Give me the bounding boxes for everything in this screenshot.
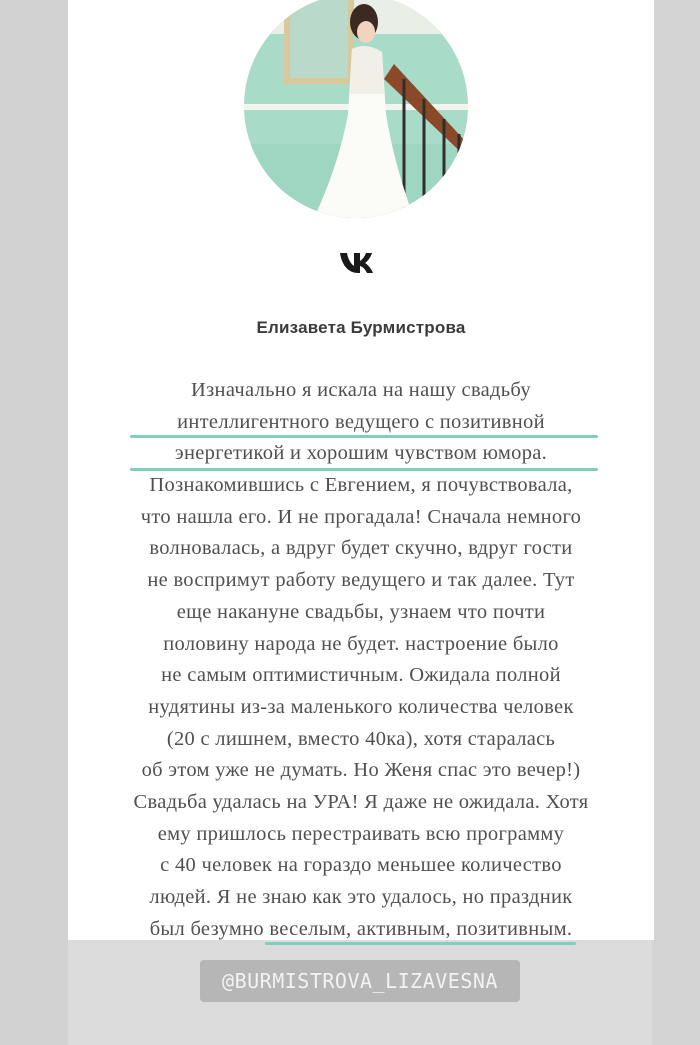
- review-line: ему пришлось перестраивать всю программу: [157, 822, 565, 845]
- review-line: Познакомившись с Евгением, я почувствовала,: [149, 474, 573, 497]
- review-line: Изначально я искала на нашу свадьбу: [191, 379, 531, 401]
- review-line: нудятины из-за маленького количества человек: [148, 695, 574, 718]
- review-line: еще накануне свадьбы, узнаем что почти: [176, 600, 546, 623]
- vk-icon: [338, 246, 378, 276]
- review-line: интеллигентного ведущего с позитивной: [68, 407, 654, 439]
- review-line: об этом уже не думать. Но Женя спас это вечер!): [141, 759, 581, 782]
- review-line: энергетикой и хорошим чувством юмора.: [68, 438, 654, 470]
- review-line: Свадьба удалась на УРА! Я даже не ожидала. Хотя: [133, 790, 589, 813]
- author-avatar: [244, 0, 468, 218]
- review-line-prefix: был безумно: [149, 917, 270, 940]
- review-highlight: [269, 914, 572, 946]
- review-line-last: [68, 914, 654, 946]
- review-card: [68, 0, 654, 940]
- story-background-left: [0, 0, 68, 1045]
- review-line: не воспримут работу ведущего и так далее. Тут: [147, 569, 575, 592]
- review-line: (20 с лишнем, вместо 40ка), хотя старалась: [166, 727, 556, 750]
- author-name: Елизавета Бурмистрова: [256, 318, 466, 337]
- review-line: волновалась, а вдруг будет скучно, вдруг гости: [149, 537, 573, 560]
- instagram-mention-sticker[interactable]: @BURMISTROVA_LIZAVESNA: [200, 960, 520, 1002]
- story-background-right: [652, 0, 700, 1045]
- review-line: людей. Я не знаю как это удалось, но праздник: [149, 886, 573, 908]
- review-line: с 40 человек на гораздо меньшее количество: [160, 854, 562, 877]
- review-line: не самым оптимистичным. Ожидала полной: [161, 664, 561, 687]
- review-line: что нашла его. И не прогадала! Сначала немного: [140, 505, 582, 528]
- review-line: половину народа не будет. настроение было: [163, 632, 559, 655]
- review-text: [68, 375, 654, 945]
- review-highlight-text: веселым, активным, позитивным.: [269, 917, 573, 940]
- highlight-underline: [265, 942, 576, 945]
